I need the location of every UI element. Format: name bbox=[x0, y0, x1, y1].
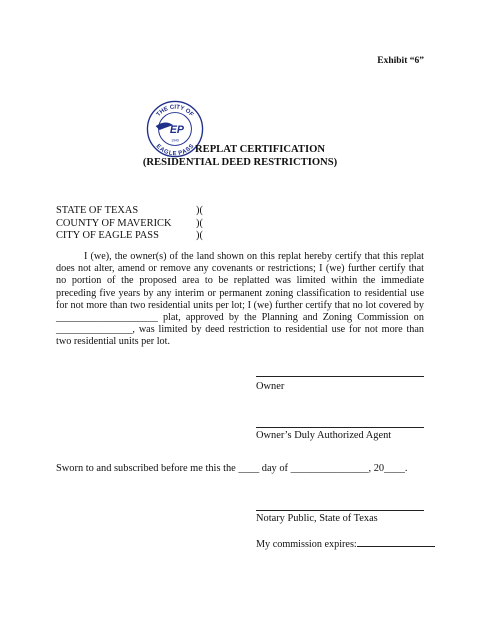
jurisdiction-row-city bbox=[56, 230, 203, 243]
seal-top-text: THE CITY OF bbox=[155, 104, 195, 119]
sworn-statement: Sworn to and subscribed before me this the ____ day of _______________, 20____. bbox=[56, 463, 408, 474]
jurisdiction-block bbox=[56, 205, 203, 243]
owner-signature-line[interactable] bbox=[256, 376, 424, 377]
jurisdiction-row-state bbox=[56, 205, 203, 218]
certification-paragraph: I (we), the owner(s) of the land shown on this replat hereby certify that this replat does not alter, amend or remove any covenants or restrictions; I (we) further certify that no portion of the proposed area to be replatted was limited within the immediate preceding five years by any interim or permanent zoning classification to residential use for not more than two residential units per lot; I (we) further certify that no lot covered by ____________________ plat, approved by the Planning and Zoning Commission on _______________, was limited by deed restriction to residential use for not more than two residential units per lot. bbox=[56, 251, 424, 348]
commission-label: My commission expires: bbox=[256, 539, 357, 550]
agent-signature-label: Owner’s Duly Authorized Agent bbox=[256, 430, 392, 441]
jurisdiction-row-county bbox=[56, 218, 203, 231]
commission-expiry-field[interactable] bbox=[357, 537, 435, 547]
seal-year: 1949 bbox=[171, 138, 179, 143]
seal-monogram: EP bbox=[169, 123, 185, 136]
seal-bottom-text: EAGLE PASS bbox=[154, 143, 196, 158]
document-subtitle: (RESIDENTIAL DEED RESTRICTIONS) bbox=[142, 157, 338, 168]
jurisdiction-name: COUNTY OF MAVERICK bbox=[56, 217, 172, 229]
jurisdiction-name: STATE OF TEXAS bbox=[56, 205, 139, 216]
document-title: REPLAT CERTIFICATION bbox=[194, 144, 325, 155]
certification-body bbox=[56, 251, 424, 349]
jurisdiction-name: CITY OF EAGLE PASS bbox=[56, 230, 159, 242]
owner-signature-label: Owner bbox=[256, 381, 285, 392]
exhibit-label: Exhibit “6” bbox=[377, 56, 424, 66]
notary-signature-line[interactable] bbox=[256, 510, 424, 511]
jurisdiction-mark: )( bbox=[196, 205, 203, 216]
jurisdiction-mark: )( bbox=[196, 217, 203, 229]
jurisdiction-mark: )( bbox=[196, 230, 203, 242]
commission-expiry bbox=[256, 537, 435, 550]
svg-text:THE CITY OF bbox=[156, 105, 195, 119]
notary-signature-label: Notary Public, State of Texas bbox=[256, 513, 378, 524]
agent-signature-line[interactable] bbox=[256, 427, 424, 428]
